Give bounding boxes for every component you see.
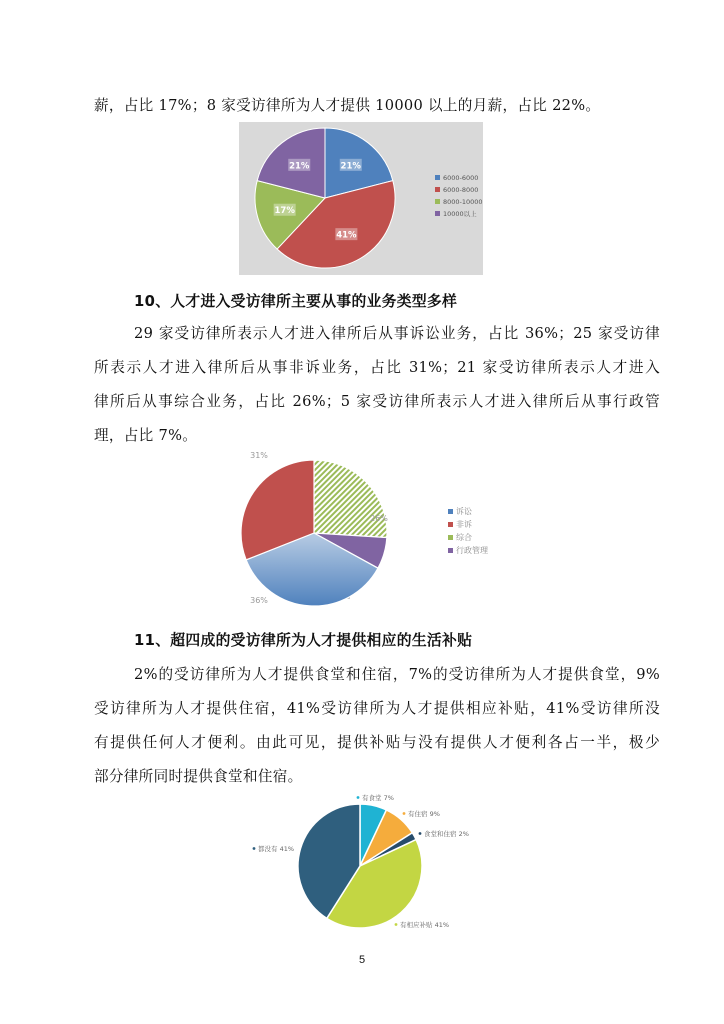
paragraph-line: 理，占比 7%。: [94, 427, 198, 444]
legend-swatch: [448, 509, 453, 514]
paragraph-line: 薪，占比 17%；8 家受访律所为人才提供 10000 以上的月薪，占比 22%。: [94, 97, 601, 114]
callout-dot: [357, 796, 360, 799]
section-heading: 10、人才进入受访律所主要从事的业务类型多样: [134, 293, 458, 310]
paragraph-line: 2%的受访律所为人才提供食堂和住宿，7%的受访律所为人才提供食堂，9%: [134, 666, 660, 683]
salary-pie-chart: [239, 122, 483, 275]
callout-dot: [403, 812, 406, 815]
legend-label: 诉讼: [456, 507, 472, 516]
legend-swatch: [448, 535, 453, 540]
data-label: 食堂和住宿 2%: [424, 830, 469, 838]
data-label: 41%: [336, 230, 357, 241]
legend-label: 行政管理: [456, 546, 488, 555]
data-label: 有住宿 9%: [408, 810, 440, 818]
paragraph-line: 部分律所同时提供食堂和住宿。: [94, 768, 303, 785]
page-number: 5: [358, 954, 366, 966]
data-label: 21%: [289, 161, 310, 172]
callout-dot: [253, 847, 256, 850]
business-type-pie-chart: [228, 448, 528, 618]
section-heading: 11、超四成的受访律所为人才提供相应的生活补贴: [134, 632, 473, 649]
paragraph-line: 有提供任何人才便利。由此可见，提供补贴与没有提供人才便利各占一半，极少: [94, 734, 660, 751]
paragraph-line: 律所后从事综合业务，占比 26%；5 家受访律所表示人才进入律所后从事行政管: [94, 393, 660, 410]
legend-label: 8000-10000: [443, 198, 483, 206]
paragraph-line: 受访律所为人才提供住宿，41%受访律所为人才提供相应补贴，41%受访律所没: [94, 700, 660, 717]
data-label: 有食堂 7%: [362, 794, 394, 802]
data-label: 26%: [370, 514, 388, 523]
pie-slice: [314, 460, 387, 538]
data-label: 有相应补贴 41%: [400, 921, 450, 929]
callout-dot: [395, 923, 398, 926]
legend-label: 10000以上: [443, 210, 477, 218]
benefits-pie-chart: [240, 786, 500, 936]
legend-label: 非诉: [456, 520, 472, 529]
callout-dot: [419, 832, 422, 835]
data-label: 31%: [250, 451, 268, 460]
legend-label: 6000-6000: [443, 174, 479, 182]
legend-swatch: [435, 211, 440, 216]
legend-label: 6000-8000: [443, 186, 479, 194]
data-label: 都没有 41%: [258, 845, 295, 853]
legend-swatch: [435, 187, 440, 192]
paragraph-line: 所表示人才进入律所后从事非诉业务，占比 31%；21 家受访律所表示人才进入: [94, 359, 660, 376]
legend-swatch: [448, 522, 453, 527]
legend-swatch: [435, 175, 440, 180]
data-label: 21%: [340, 161, 361, 172]
legend-swatch: [435, 199, 440, 204]
legend-label: 综合: [456, 533, 472, 542]
paragraph-line: 29 家受访律所表示人才进入律所后从事诉讼业务，占比 36%；25 家受访律: [134, 325, 660, 342]
legend-swatch: [448, 548, 453, 553]
data-label: 17%: [274, 206, 295, 217]
data-label: 36%: [250, 596, 268, 605]
